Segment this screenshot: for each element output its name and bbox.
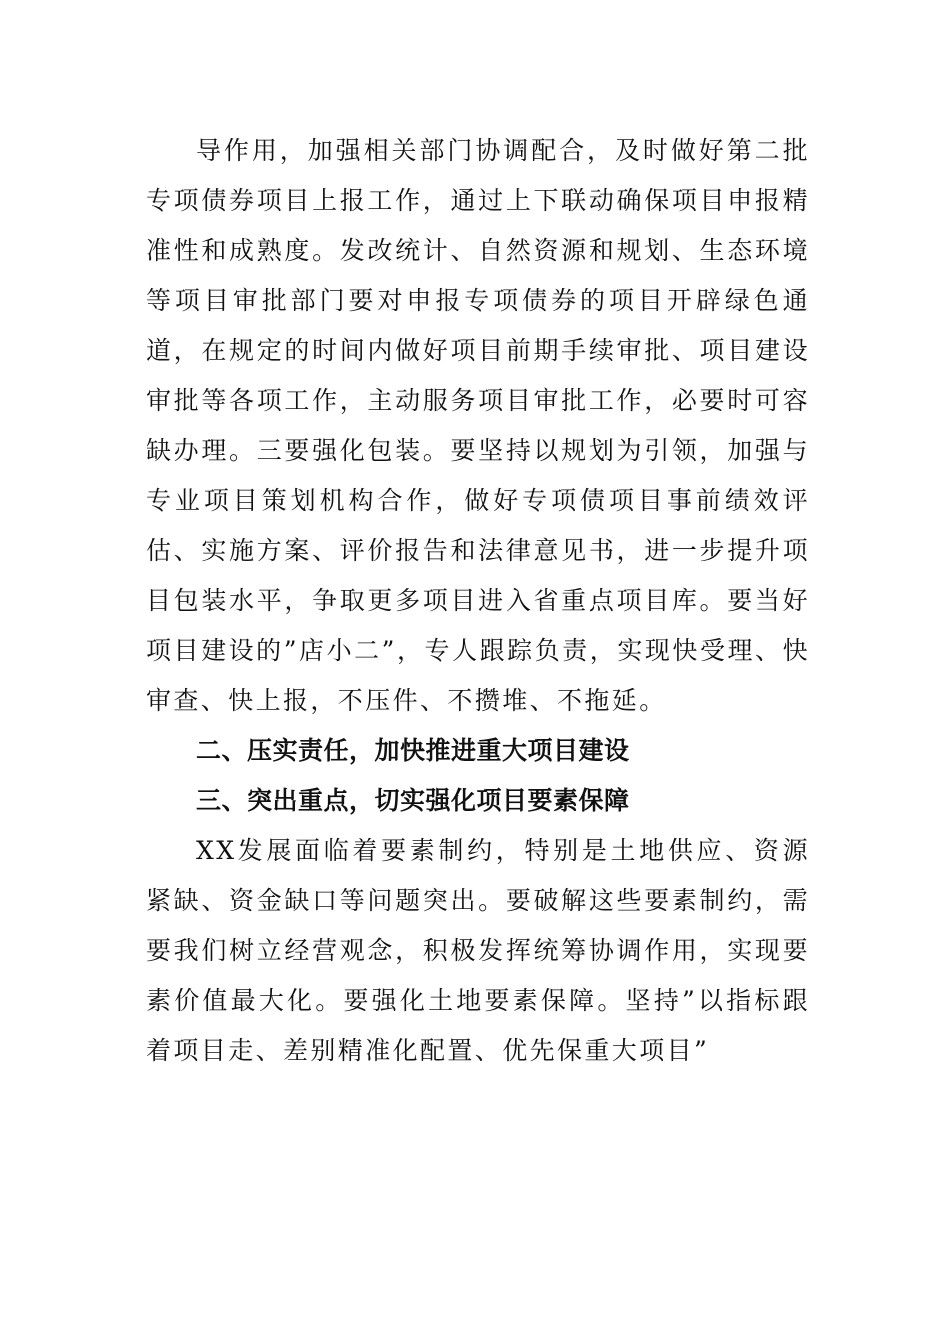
document-body: [146, 126, 810, 1076]
body-paragraph: XX发展面临着要素制约，特别是土地供应、资源紧缺、资金缺口等问题突出。要破解这些要素制约，需要我们树立经营观念，积极发挥统筹协调作用，实现要素价值最大化。要强化土地要素保障。坚持”以指标跟着项目走、差别精准化配置、优先保重大项目”: [146, 836, 810, 1065]
section-heading: 三、突出重点，切实强化项目要素保障: [196, 786, 630, 815]
section-heading: 二、压实责任，加快推进重大项目建设: [196, 736, 630, 765]
body-paragraph: 导作用，加强相关部门协调配合，及时做好第二批专项债券项目上报工作，通过上下联动确保项目申报精准性和成熟度。发改统计、自然资源和规划、生态环境等项目审批部门要对申报专项债券的项目开辟绿色通道，在规定的时间内做好项目前期手续审批、项目建设审批等各项工作，主动服务项目审批工作，必要时可容缺办理。三要强化包装。要坚持以规划为引领，加强与专业项目策划机构合作，做好专项债项目事前绩效评估、实施方案、评价报告和法律意见书，进一步提升项目包装水平，争取更多项目进入省重点项目库。要当好项目建设的”店小二”，专人跟踪负责，实现快受理、快审查、快上报，不压件、不攒堆、不拖延。: [146, 136, 810, 715]
